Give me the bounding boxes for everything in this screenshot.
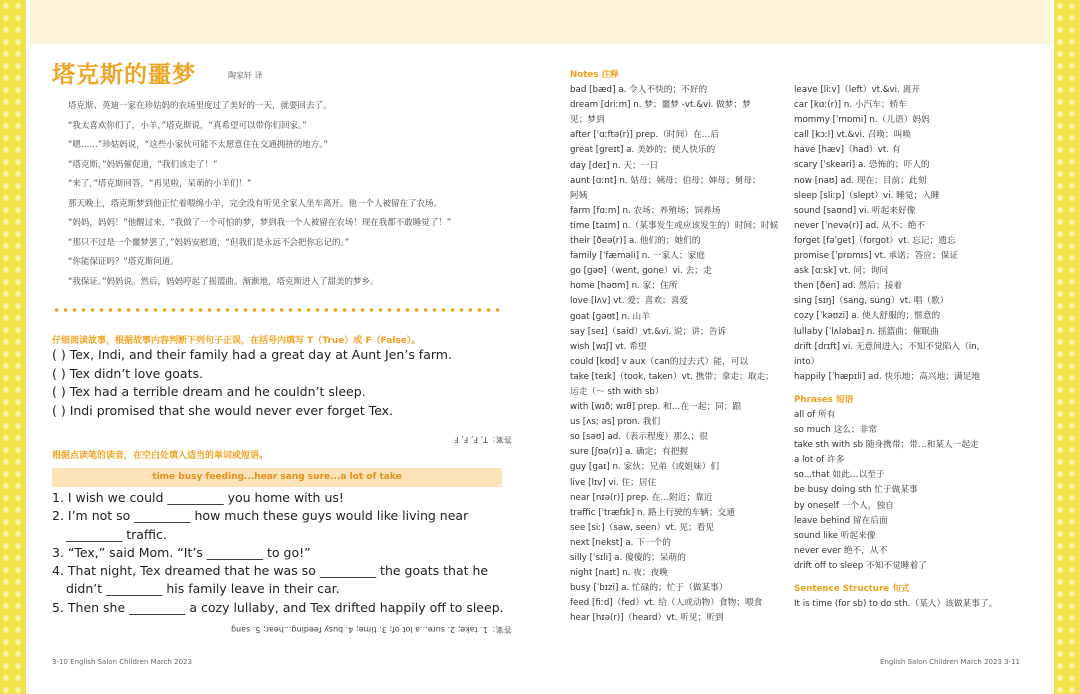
vocab-entry: next [nekst] a. 下一个的 bbox=[570, 537, 671, 548]
vocab-entry: sound [saʊnd] vi. 听起来好像 bbox=[794, 205, 916, 216]
fill-blank-line: 5. Then she _________ a cozy lullaby, and Tex drifted happily off to sleep. bbox=[52, 599, 504, 615]
vocab-entry: aunt [ɑːnt] n. 姑母；姨母；伯母；婶母；舅母； bbox=[570, 175, 761, 186]
left-decorative-border bbox=[0, 0, 26, 694]
phrases-heading: Phrases 短语 bbox=[794, 394, 854, 405]
footer-left: 3-10 English Salon Children March 2023 bbox=[52, 658, 192, 666]
vocab-entry: silly [ˈsɪli] a. 傻傻的；呆萌的 bbox=[570, 553, 686, 563]
vocab-entry: happily [ˈhæpɪli] ad. 快乐地；高兴地；满足地 bbox=[794, 371, 981, 382]
story-title: 塔克斯的噩梦 bbox=[52, 62, 196, 88]
vocab-entry: 见；梦到 bbox=[570, 115, 605, 126]
vocab-entry: bad [bæd] a. 令人不快的；不好的 bbox=[570, 85, 708, 96]
vocab-entry: farm [fɑːm] n. 农场；养殖场；饲养场 bbox=[570, 205, 721, 216]
vocab-entry: wish [wɪʃ] vt. 希望 bbox=[570, 341, 647, 352]
vocab-entry: take [teɪk]（took, taken）vt. 携带；拿走；取走； bbox=[570, 371, 774, 382]
vocab-entry: feed [fiːd]（fed）vt. 给（人或动物）食物；喂食 bbox=[570, 598, 763, 609]
right-decorative-border bbox=[1054, 0, 1080, 694]
story-paragraph: “嗯……”珍姑妈说，“这些小家伙可能不太愿意住在交通拥挤的地方。” bbox=[68, 140, 328, 150]
notes-column-1 bbox=[570, 68, 778, 626]
vocab-entry: drift [drɪft] vi. 无意间进入；不知不觉陷入（in, bbox=[794, 341, 980, 352]
vocab-entry: then [ðen] ad. 然后；接着 bbox=[794, 281, 903, 292]
story-paragraph: “塔克斯，”妈妈催促道，“我们该走了！” bbox=[68, 159, 218, 170]
vocab-entry: see [siː]（saw, seen）vt. 见；看见 bbox=[570, 522, 715, 533]
vocab-entry: 运走（～ sth with sb） bbox=[570, 386, 664, 397]
story-paragraph: 塔克斯、英迪一家在珍姑妈的农场里度过了美好的一天，就要回去了。 bbox=[68, 101, 332, 111]
story-paragraph: “来了，”塔克斯回答，“再见啦，呆萌的小羊们！” bbox=[68, 179, 252, 189]
structure-heading: Sentence Structure 句式 bbox=[794, 584, 910, 594]
vocab-entry: cozy [ˈkəʊzi] a. 使人舒服的；惬意的 bbox=[794, 311, 941, 322]
vocab-entry: sing [sɪŋ]（sang, sung）vt. 唱（歌） bbox=[794, 296, 949, 307]
vocab-entry: forget [fəˈɡet]（forgot）vt. 忘记；遗忘 bbox=[794, 235, 956, 246]
fill-blank-line: didn’t _________ his family leave in their car. bbox=[66, 581, 340, 597]
phrase-entry: a lot of 许多 bbox=[794, 455, 845, 466]
vocab-entry: call [kɔːl] vt.&vi. 召唤；叫唤 bbox=[794, 130, 911, 141]
vocab-entry: traffic [ˈtræfɪk] n. 路上行驶的车辆；交通 bbox=[570, 507, 735, 518]
vocab-entry: now [naʊ] ad. 现在；目前；此刻 bbox=[794, 175, 927, 186]
story-text bbox=[52, 97, 502, 292]
exercise1-answer: 答案：T, F, F, F bbox=[454, 435, 512, 444]
vocab-entry: busy [ˈbɪzi] a. 忙碌的；忙于（做某事） bbox=[570, 583, 728, 594]
vocab-entry: say [seɪ]（said）vt.&vi. 说；讲；告诉 bbox=[570, 326, 727, 337]
vocab-entry: so [səʊ] ad.（表示程度）那么；很 bbox=[570, 432, 708, 443]
true-false-item: ( ) Tex didn’t love goats. bbox=[52, 365, 203, 381]
exercise2-answer: 答案：1. take; 2. sure...a lot of; 3. time; 4. busy feeding...hear; 5. sang bbox=[231, 625, 512, 634]
phrase-entry: leave behind 留在后面 bbox=[794, 515, 888, 526]
notes-column-2 bbox=[794, 83, 997, 612]
phrase-entry: never ever 绝不，从不 bbox=[794, 545, 888, 556]
vocab-entry: have [hæv]（had）vt. 有 bbox=[794, 145, 901, 156]
phrase-entry: all of 所有 bbox=[794, 409, 836, 420]
word-bank: time busy feeding...hear sang sure...a lot of take bbox=[52, 468, 502, 487]
vocab-entry: with [wɪð; wɪθ] prep. 和…在一起；同；跟 bbox=[570, 402, 742, 413]
phrase-entry: so...that 如此…以至于 bbox=[794, 470, 885, 481]
vocab-entry: near [nɪə(r)] prep. 在…附近；靠近 bbox=[570, 492, 713, 503]
right-page bbox=[540, 44, 1050, 694]
phrase-entry: be busy doing sth 忙于做某事 bbox=[794, 485, 918, 496]
top-band bbox=[30, 0, 1050, 44]
story-paragraph: “我太喜欢你们了，小羊，”塔克斯说，“真希望可以带你们回家。” bbox=[68, 120, 307, 131]
fill-blank-line: _________ traffic. bbox=[66, 526, 167, 542]
story-paragraph: “妈妈，妈妈！”他醒过来，“我做了一个可怕的梦，梦到我一个人被留在农场！现在我都不敢睡觉了！” bbox=[68, 218, 452, 228]
phrase-entry: sound like 听起来像 bbox=[794, 530, 876, 541]
true-false-item: ( ) Tex, Indi, and their family had a great day at Aunt Jen’s farm. bbox=[52, 347, 452, 362]
vocab-entry: home [həʊm] n. 家；住所 bbox=[570, 281, 678, 292]
story-paragraph: “你能保证吗？”塔克斯问道。 bbox=[68, 257, 179, 267]
vocab-entry: hear [hɪə(r)]（heard）vt. 听见；听到 bbox=[570, 613, 724, 624]
vocab-entry: leave [liːv]（left）vt.&vi. 离开 bbox=[794, 85, 920, 95]
vocab-entry: dream [driːm] n. 梦；噩梦 -vt.&vi. 做梦；梦 bbox=[570, 100, 751, 111]
vocab-entry: live [lɪv] vi. 住；居住 bbox=[570, 477, 657, 488]
vocab-entry: their [ðeə(r)] a. 他们的；她们的 bbox=[570, 236, 701, 247]
phrase-entry: so much 这么；非常 bbox=[794, 425, 878, 436]
vocab-entry: after [ˈɑːftə(r)] prep.（时间）在…后 bbox=[570, 130, 720, 141]
vocab-entry: go [ɡəʊ]（went, gone）vi. 去；走 bbox=[570, 266, 712, 277]
story-paragraph: 那天晚上，塔克斯梦到他正忙着喂绵小羊，完全没有听见全家人坐车离开。他一个人被留在了农场。 bbox=[68, 198, 443, 209]
vocab-entry: sure [ʃʊə(r)] a. 确定；有把握 bbox=[570, 447, 689, 458]
phrase-entry: drift off to sleep 不知不觉睡着了 bbox=[794, 560, 927, 571]
vocab-entry: goat [ɡəʊt] n. 山羊 bbox=[570, 311, 650, 322]
vocab-entry: guy [ɡaɪ] n. 家伙；兄弟（或姐妹）们 bbox=[570, 462, 720, 473]
vocab-entry: sleep [sliːp]（slept）vi. 睡觉；入睡 bbox=[794, 190, 940, 201]
vocab-entry: never [ˈnevə(r)] ad. 从不；绝不 bbox=[794, 220, 926, 231]
vocab-entry: love [lʌv] vt. 爱；喜欢；喜爱 bbox=[570, 296, 689, 307]
exercise1-instruction: 仔细阅读故事，根据故事内容判断下列句子正误，在括号内填写 T（True）或 F（False）。 bbox=[52, 336, 421, 346]
true-false-list bbox=[52, 346, 452, 420]
structure-entry: It is time (for sb) to do sth.（某人）该做某事了。 bbox=[794, 599, 998, 610]
vocab-entry: us [ʌs; əs] pron. 我们 bbox=[570, 417, 661, 428]
fill-blank-line: 1. I wish we could _________ you home with us! bbox=[52, 490, 344, 505]
fill-blank-line: 2. I’m not so _________ how much these guys would like living near bbox=[52, 508, 469, 524]
vocab-entry: car [kɑː(r)] n. 小汽车；轿车 bbox=[794, 100, 907, 111]
vocab-entry: day [deɪ] n. 天；一日 bbox=[570, 160, 659, 171]
exercise2-instruction: 根据点读笔的读音，在空白处填入适当的单词或短语。 bbox=[52, 451, 269, 461]
phrase-entry: by oneself 一个人，独自 bbox=[794, 500, 894, 511]
translator-credit: 陶家轩 译 bbox=[228, 71, 263, 80]
notes-heading: Notes 注释 bbox=[570, 70, 619, 80]
vocab-entry: night [naɪt] n. 夜；夜晚 bbox=[570, 568, 668, 579]
vocab-entry: family [ˈfæməli] n. 一家人；家庭 bbox=[570, 251, 705, 262]
vocab-entry: 阿姨 bbox=[570, 190, 588, 201]
left-page bbox=[30, 44, 540, 694]
vocab-entry: could [kʊd] v aux（can的过去式）能，可以 bbox=[570, 356, 749, 367]
phrase-entry: take sth with sb 随身携带；带…和某人一起走 bbox=[794, 440, 979, 451]
vocab-entry: into） bbox=[794, 356, 820, 367]
vocab-entry: promise [ˈprɒmɪs] vt. 承诺；答应；保证 bbox=[794, 251, 959, 262]
true-false-item: ( ) Indi promised that she would never ever forget Tex. bbox=[52, 402, 394, 418]
vocab-entry: time [taɪm] n.（某事发生或应该发生的）时间；时候 bbox=[570, 220, 779, 231]
vocab-entry: mommy [ˈmɒmi] n.（儿语）妈妈 bbox=[794, 115, 930, 126]
fill-blank-list bbox=[52, 489, 502, 617]
fill-blank-line: 3. “Tex,” said Mom. “It’s _________ to go!” bbox=[52, 544, 311, 560]
vocab-entry: scary [ˈskeəri] a. 恐怖的；吓人的 bbox=[794, 160, 930, 171]
true-false-item: ( ) Tex had a terrible dream and he couldn’t sleep. bbox=[52, 384, 366, 399]
vocab-entry: ask [ɑːsk] vt. 问；询问 bbox=[794, 266, 889, 277]
fill-blank-line: 4. That night, Tex dreamed that he was so _________ the goats that he bbox=[52, 563, 489, 579]
vocab-entry: lullaby [ˈlʌləbaɪ] n. 摇篮曲；催眠曲 bbox=[794, 326, 939, 337]
footer-right: English Salon Children March 2023 3-11 bbox=[880, 658, 1020, 666]
story-paragraph: “那只不过是一个噩梦罢了，”妈妈安慰道，“但我们是永远不会把你忘记的。” bbox=[68, 237, 350, 248]
dotted-divider bbox=[52, 308, 502, 312]
vocab-entry: great [ɡreɪt] a. 美妙的；使人快乐的 bbox=[570, 145, 716, 156]
story-paragraph: “我保证。”妈妈说。然后，妈妈哼起了摇篮曲。渐渐地，塔克斯进入了甜美的梦乡。 bbox=[68, 276, 379, 287]
